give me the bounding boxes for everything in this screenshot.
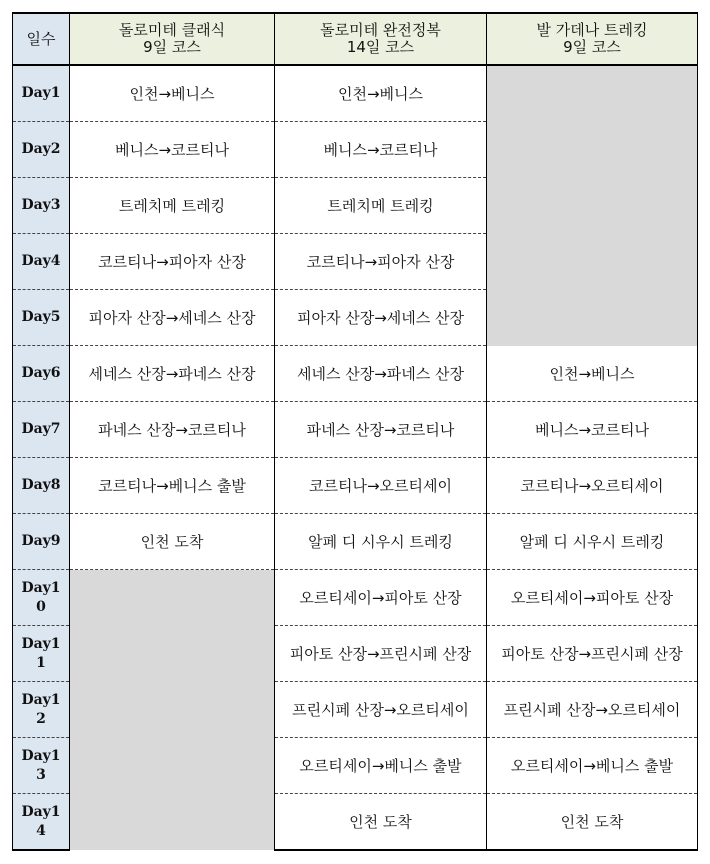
complete-cell: 알페 디 시우시 트레킹 — [275, 514, 487, 570]
table-row — [13, 402, 698, 458]
course-duration: 9일 코스 — [143, 38, 201, 56]
course-duration: 14일 코스 — [346, 38, 415, 56]
day-cell: Day12 — [13, 682, 70, 738]
day-cell: Day3 — [13, 178, 70, 234]
header-course-complete — [275, 13, 487, 65]
complete-cell: 인천→베니스 — [275, 65, 487, 122]
classic-cell: 베니스→코르티나 — [70, 122, 275, 178]
classic-cell: 인천→베니스 — [70, 65, 275, 122]
valgardena-cell: 인천 도착 — [487, 794, 698, 851]
day-cell: Day7 — [13, 402, 70, 458]
day-cell: Day11 — [13, 626, 70, 682]
day-cell: Day14 — [13, 794, 70, 851]
classic-cell: 피아자 산장→세네스 산장 — [70, 290, 275, 346]
valgardena-cell: 코르티나→오르티세이 — [487, 458, 698, 514]
classic-cell: 트레치메 트레킹 — [70, 178, 275, 234]
day-cell: Day10 — [13, 570, 70, 626]
course-title: 발 가데나 트레킹 — [536, 21, 648, 39]
day-cell: Day2 — [13, 122, 70, 178]
classic-cell: 인천 도착 — [70, 514, 275, 570]
valgardena-cell: 알페 디 시우시 트레킹 — [487, 514, 698, 570]
valgardena-cell: 프린시페 산장→오르티세이 — [487, 682, 698, 738]
valgardena-cell: 베니스→코르티나 — [487, 402, 698, 458]
header-day: 일수 — [13, 13, 70, 65]
day-cell: Day9 — [13, 514, 70, 570]
complete-cell: 코르티나→오르티세이 — [275, 458, 487, 514]
complete-cell: 프린시페 산장→오르티세이 — [275, 682, 487, 738]
complete-cell: 피아토 산장→프린시페 산장 — [275, 626, 487, 682]
valgardena-cell: 오르티세이→피아토 산장 — [487, 570, 698, 626]
table-row — [13, 346, 698, 402]
complete-cell: 파네스 산장→코르티나 — [275, 402, 487, 458]
header-course-classic — [70, 13, 275, 65]
table-row — [13, 570, 698, 626]
complete-cell: 베니스→코르티나 — [275, 122, 487, 178]
complete-cell: 세네스 산장→파네스 산장 — [275, 346, 487, 402]
valgardena-cell: 오르티세이→베니스 출발 — [487, 738, 698, 794]
table-row — [13, 514, 698, 570]
day-cell: Day1 — [13, 65, 70, 122]
classic-cell: 세네스 산장→파네스 산장 — [70, 346, 275, 402]
complete-cell: 인천 도착 — [275, 794, 487, 851]
complete-cell: 피아자 산장→세네스 산장 — [275, 290, 487, 346]
complete-cell: 오르티세이→베니스 출발 — [275, 738, 487, 794]
header-row — [13, 13, 698, 65]
day-cell: Day4 — [13, 234, 70, 290]
complete-cell: 트레치메 트레킹 — [275, 178, 487, 234]
course-title: 돌로미테 완전정복 — [320, 21, 441, 39]
header-course-valgardena — [487, 13, 698, 65]
itinerary-table — [12, 12, 698, 851]
day-cell: Day6 — [13, 346, 70, 402]
day-cell: Day5 — [13, 290, 70, 346]
day-cell: Day13 — [13, 738, 70, 794]
complete-cell: 코르티나→피아자 산장 — [275, 234, 487, 290]
classic-cell: 파네스 산장→코르티나 — [70, 402, 275, 458]
day-cell: Day8 — [13, 458, 70, 514]
table-row — [13, 65, 698, 122]
course-title: 돌로미테 클래식 — [118, 21, 226, 39]
classic-cell: 코르티나→베니스 출발 — [70, 458, 275, 514]
valgardena-empty-cell — [487, 65, 698, 346]
table-row — [13, 458, 698, 514]
classic-cell: 코르티나→피아자 산장 — [70, 234, 275, 290]
classic-empty-cell — [70, 570, 275, 851]
valgardena-cell: 피아토 산장→프린시페 산장 — [487, 626, 698, 682]
complete-cell: 오르티세이→피아토 산장 — [275, 570, 487, 626]
valgardena-cell: 인천→베니스 — [487, 346, 698, 402]
course-duration: 9일 코스 — [563, 38, 621, 56]
